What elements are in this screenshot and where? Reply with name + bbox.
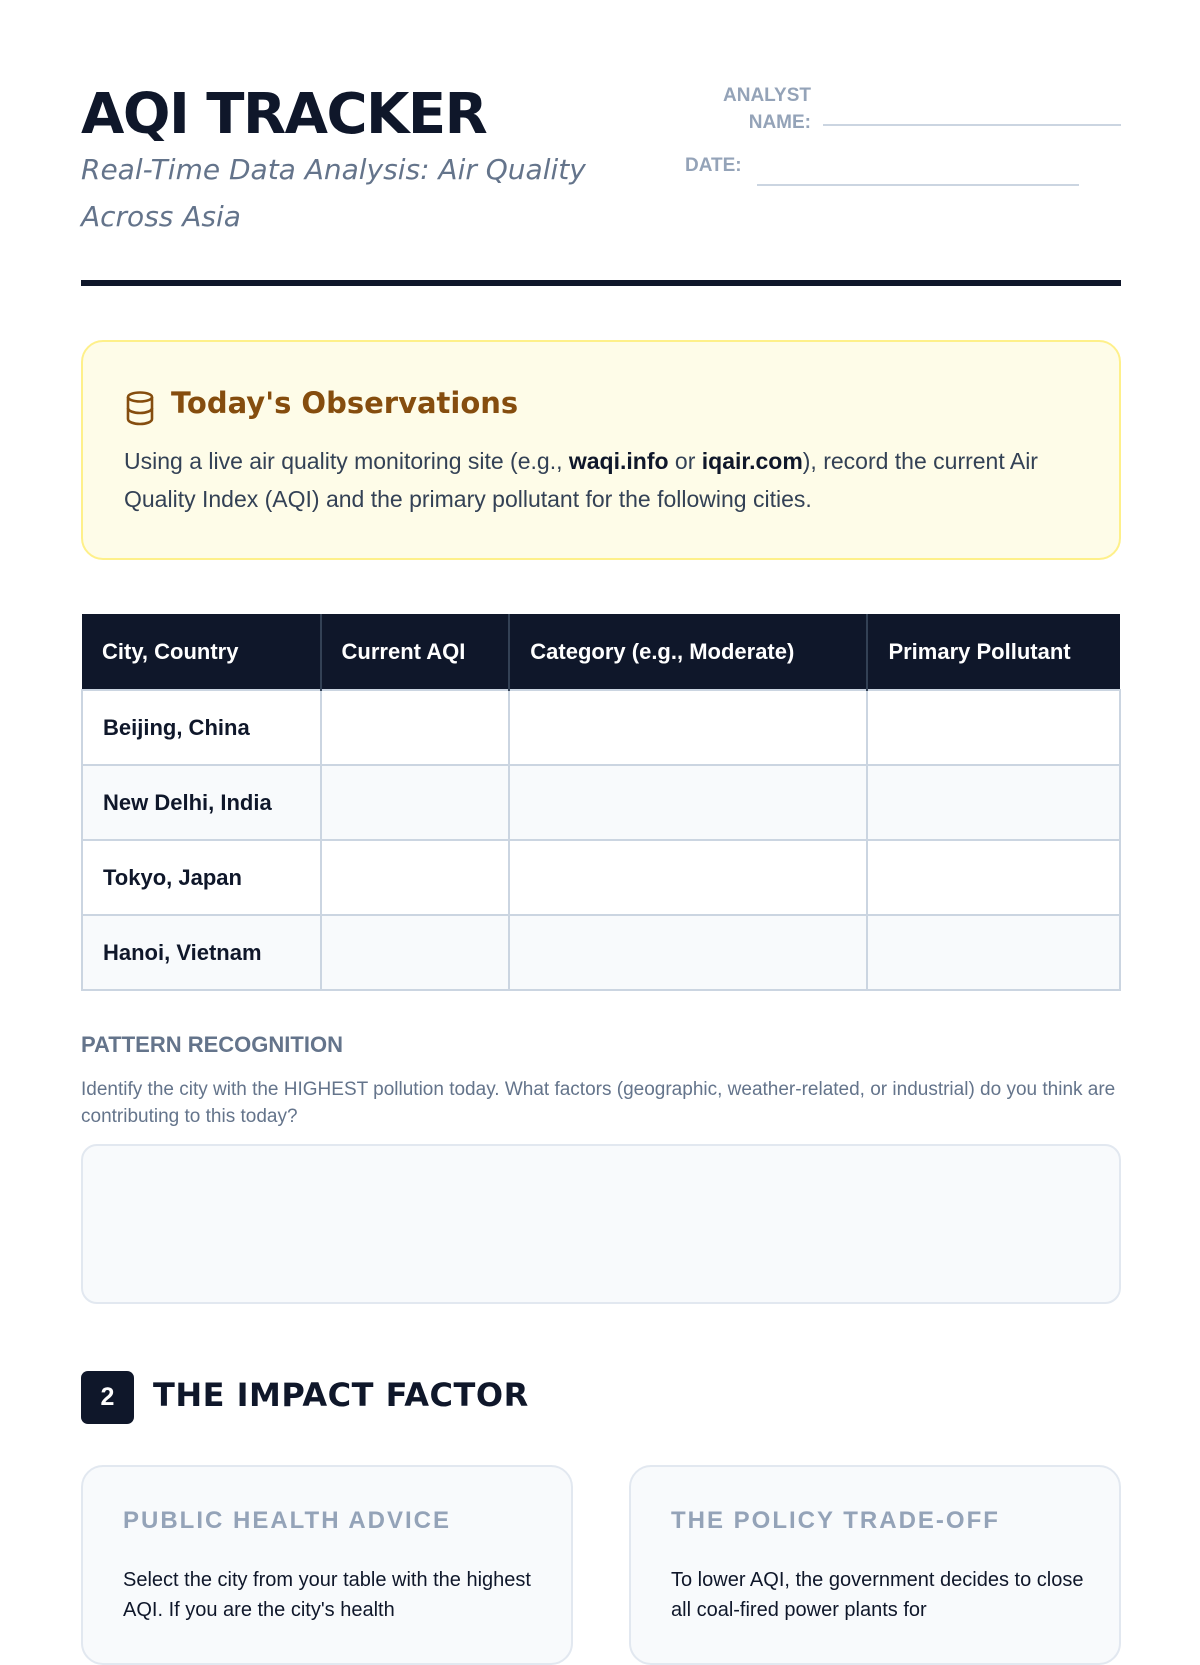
site-link-iqair: iqair.com [701,448,803,474]
section-number-badge: 2 [81,1371,134,1424]
header-current-aqi: Current AQI [321,614,510,690]
category-cell[interactable] [509,840,867,915]
aqi-cell[interactable] [321,915,510,990]
public-health-card [81,1465,573,1665]
city-cell: Tokyo, Japan [82,840,321,915]
site-link-waqi: waqi.info [568,448,669,474]
table-row [82,840,1120,915]
pollutant-cell[interactable] [867,840,1120,915]
analyst-name-input-line[interactable] [823,124,1121,126]
pattern-recognition-prompt: Identify the city with the HIGHEST pollution today. What factors (geographic, weather-related, or industrial) do you think are contributing to this today? [81,1079,1116,1127]
pollutant-cell[interactable] [867,690,1120,765]
table-header-row [82,614,1120,690]
header-primary-pollutant: Primary Pollutant [867,614,1120,690]
date-label: DATE: [685,155,742,176]
header-divider [81,280,1121,286]
analyst-name-label: ANALYST NAME: [723,85,811,133]
policy-tradeoff-card [629,1465,1121,1665]
observations-box [81,340,1121,560]
analyst-name-field [721,80,1121,133]
database-icon [125,391,155,425]
table-row [82,915,1120,990]
aqi-cell[interactable] [321,840,510,915]
date-field [685,152,1157,192]
pollutant-cell[interactable] [867,765,1120,840]
header-city: City, Country [82,614,321,690]
category-cell[interactable] [509,690,867,765]
table-row [82,690,1120,765]
city-cell: Hanoi, Vietnam [82,915,321,990]
city-cell: New Delhi, India [82,765,321,840]
aqi-cell[interactable] [321,765,510,840]
public-health-title: PUBLIC HEALTH ADVICE [123,1507,451,1534]
city-cell: Beijing, China [82,690,321,765]
policy-tradeoff-text: To lower AQI, the government decides to close all coal-fired power plants for [671,1569,1084,1621]
pollutant-cell[interactable] [867,915,1120,990]
category-cell[interactable] [509,765,867,840]
policy-tradeoff-title: THE POLICY TRADE-OFF [671,1507,1000,1534]
page-title: AQI TRACKER [81,82,487,147]
page-subtitle: Real-Time Data Analysis: Air Quality Across Asia [81,153,586,233]
section-title: THE IMPACT FACTOR [153,1376,529,1414]
observations-instructions: Using a live air quality monitoring site (e.g., waqi.info or iqair.com), record the current Air Quality Index (AQI) and the primary pollutant for the following cities. [124,448,1038,512]
table-row [82,765,1120,840]
aqi-table [81,614,1121,991]
pattern-recognition-title: PATTERN RECOGNITION [81,1032,343,1057]
header-category: Category (e.g., Moderate) [509,614,867,690]
aqi-cell[interactable] [321,690,510,765]
worksheet-page [81,0,1121,1621]
pattern-answer-box[interactable] [81,1144,1121,1304]
public-health-text: Select the city from your table with the highest AQI. If you are the city's health [123,1569,531,1621]
category-cell[interactable] [509,915,867,990]
observations-title: Today's Observations [171,386,519,420]
date-input-line[interactable] [757,184,1079,186]
